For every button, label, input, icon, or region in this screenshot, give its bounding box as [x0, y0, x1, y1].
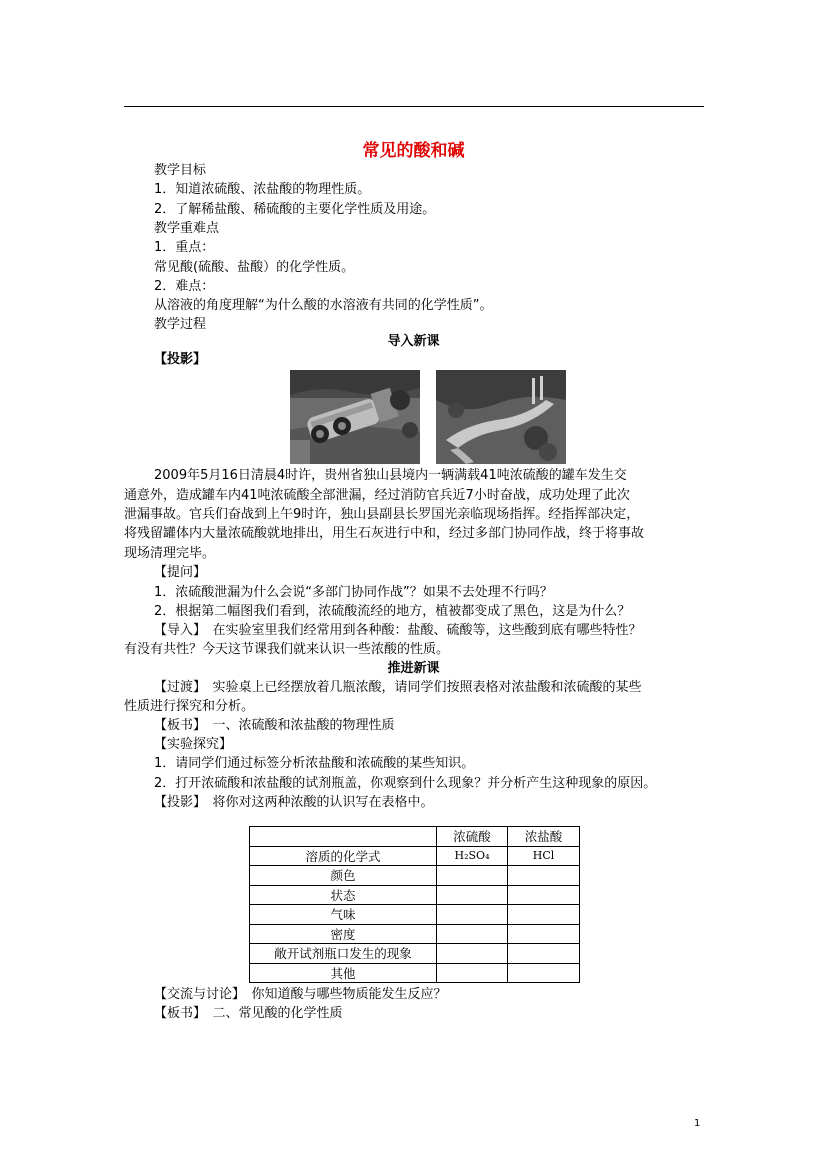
- column-header-sulfuric: 浓硫酸: [437, 827, 508, 847]
- cell-hydrochloric: [508, 905, 580, 925]
- difficulty-text: 从溶液的角度理解“为什么酸的水溶液有共同的化学性质”。: [154, 298, 493, 313]
- difficulty-label: 2．难点：: [154, 279, 215, 294]
- table-row: [250, 885, 580, 905]
- story-line-1: 2009年5月16日清晨4时许，贵州省独山县境内一辆满载41吨浓硫酸的罐车发生交: [154, 468, 627, 483]
- question-2: 2．根据第二幅图我们看到，浓硫酸流经的地方，植被都变成了黑色，这是为什么？: [154, 604, 631, 619]
- section-heading-advance: 推进新课: [387, 661, 440, 676]
- story-line-5: 现场清理完毕。: [124, 546, 216, 561]
- table-row: [250, 944, 580, 964]
- story-line-2: 通意外，造成罐车内41吨浓硫酸全部泄漏，经过消防官兵近7小时奋战，成功处理了此次: [124, 488, 630, 503]
- discussion-prompt: 【交流与讨论】 你知道酸与哪些物质能发生反应？: [154, 987, 447, 1002]
- projection-label: 【投影】: [154, 352, 207, 367]
- cell-sulfuric: [437, 905, 508, 925]
- row-label: 密度: [250, 924, 437, 944]
- cell-sulfuric: [437, 944, 508, 964]
- cell-hydrochloric: [508, 924, 580, 944]
- board-note-2: 【板书】 二、常见酸的化学性质: [154, 1006, 343, 1021]
- transition-line-1: 【过渡】 实验桌上已经摆放着几瓶浓酸，请同学们按照表格对浓盐酸和浓硫酸的某些: [154, 680, 642, 695]
- row-label: 溶质的化学式: [250, 846, 437, 866]
- page-number: 1: [694, 1118, 701, 1129]
- row-label: 敞开试剂瓶口发生的现象: [250, 944, 437, 964]
- cell-sulfuric: [437, 885, 508, 905]
- cell-hydrochloric: [508, 944, 580, 964]
- section-heading-intro: 导入新课: [387, 334, 440, 349]
- cell-sulfuric: H₂SO₄: [437, 846, 508, 866]
- cell-sulfuric: [437, 963, 508, 983]
- question-label: 【提问】: [154, 565, 207, 580]
- experiment-label: 【实验探究】: [154, 737, 233, 752]
- column-header-hydrochloric: 浓盐酸: [508, 827, 580, 847]
- acid-properties-table: [249, 826, 580, 983]
- intro-line-1: 【导入】 在实验室里我们经常用到各种酸：盐酸、硫酸等，这些酸到底有哪些特性？: [154, 623, 642, 638]
- cell-hydrochloric: [508, 866, 580, 886]
- table-header-row: [250, 827, 580, 847]
- story-line-3: 泄漏事故。官兵们奋战到上午9时许，独山县副县长罗国光亲临现场指挥。经指挥部决定，: [124, 507, 640, 522]
- cell-sulfuric: [437, 924, 508, 944]
- story-line-4: 将残留罐体内大量浓硫酸就地排出，用生石灰进行中和，经过多部门协同作战，终于将事故: [124, 526, 645, 541]
- table-row: [250, 924, 580, 944]
- table-row: [250, 846, 580, 866]
- table-row: [250, 963, 580, 983]
- experiment-step-2: 2．打开浓硫酸和浓盐酸的试剂瓶盖，你观察到什么现象？并分析产生这种现象的原因。: [154, 776, 657, 791]
- cell-hydrochloric: [508, 885, 580, 905]
- goal-1: 1．知道浓硫酸、浓盐酸的物理性质。: [154, 182, 371, 197]
- cell-hydrochloric: [508, 963, 580, 983]
- experiment-step-1: 1．请同学们通过标签分析浓盐酸和浓硫酸的某些知识。: [154, 756, 475, 771]
- table-corner-cell: [250, 827, 437, 847]
- row-label: 颜色: [250, 866, 437, 886]
- header-rule: [124, 106, 704, 107]
- acid-flow-photo: [436, 370, 566, 464]
- board-note-1: 【板书】 一、浓硫酸和浓盐酸的物理性质: [154, 718, 395, 733]
- table-row: [250, 905, 580, 925]
- projection-instruction: 【投影】 将你对这两种浓酸的认识写在表格中。: [154, 795, 434, 810]
- process-heading: 教学过程: [154, 317, 207, 332]
- key-text: 常见酸(硫酸、盐酸）的化学性质。: [154, 260, 355, 275]
- table-row: [250, 866, 580, 886]
- transition-line-2: 性质进行探究和分析。: [124, 699, 255, 714]
- cell-hydrochloric: HCl: [508, 846, 580, 866]
- row-label: 状态: [250, 885, 437, 905]
- tanker-accident-photo: [290, 370, 420, 464]
- goals-heading: 教学目标: [154, 163, 207, 178]
- goal-2: 2．了解稀盐酸、稀硫酸的主要化学性质及用途。: [154, 202, 436, 217]
- intro-line-2: 有没有共性？今天这节课我们就来认识一些浓酸的性质。: [124, 642, 450, 657]
- keypoints-heading: 教学重难点: [154, 221, 220, 236]
- cell-sulfuric: [437, 866, 508, 886]
- row-label: 气味: [250, 905, 437, 925]
- question-1: 1．浓硫酸泄漏为什么会说“多部门协同作战”？如果不去处理不行吗？: [154, 585, 553, 600]
- row-label: 其他: [250, 963, 437, 983]
- key-label: 1．重点：: [154, 240, 215, 255]
- document-title: 常见的酸和碱: [362, 141, 465, 161]
